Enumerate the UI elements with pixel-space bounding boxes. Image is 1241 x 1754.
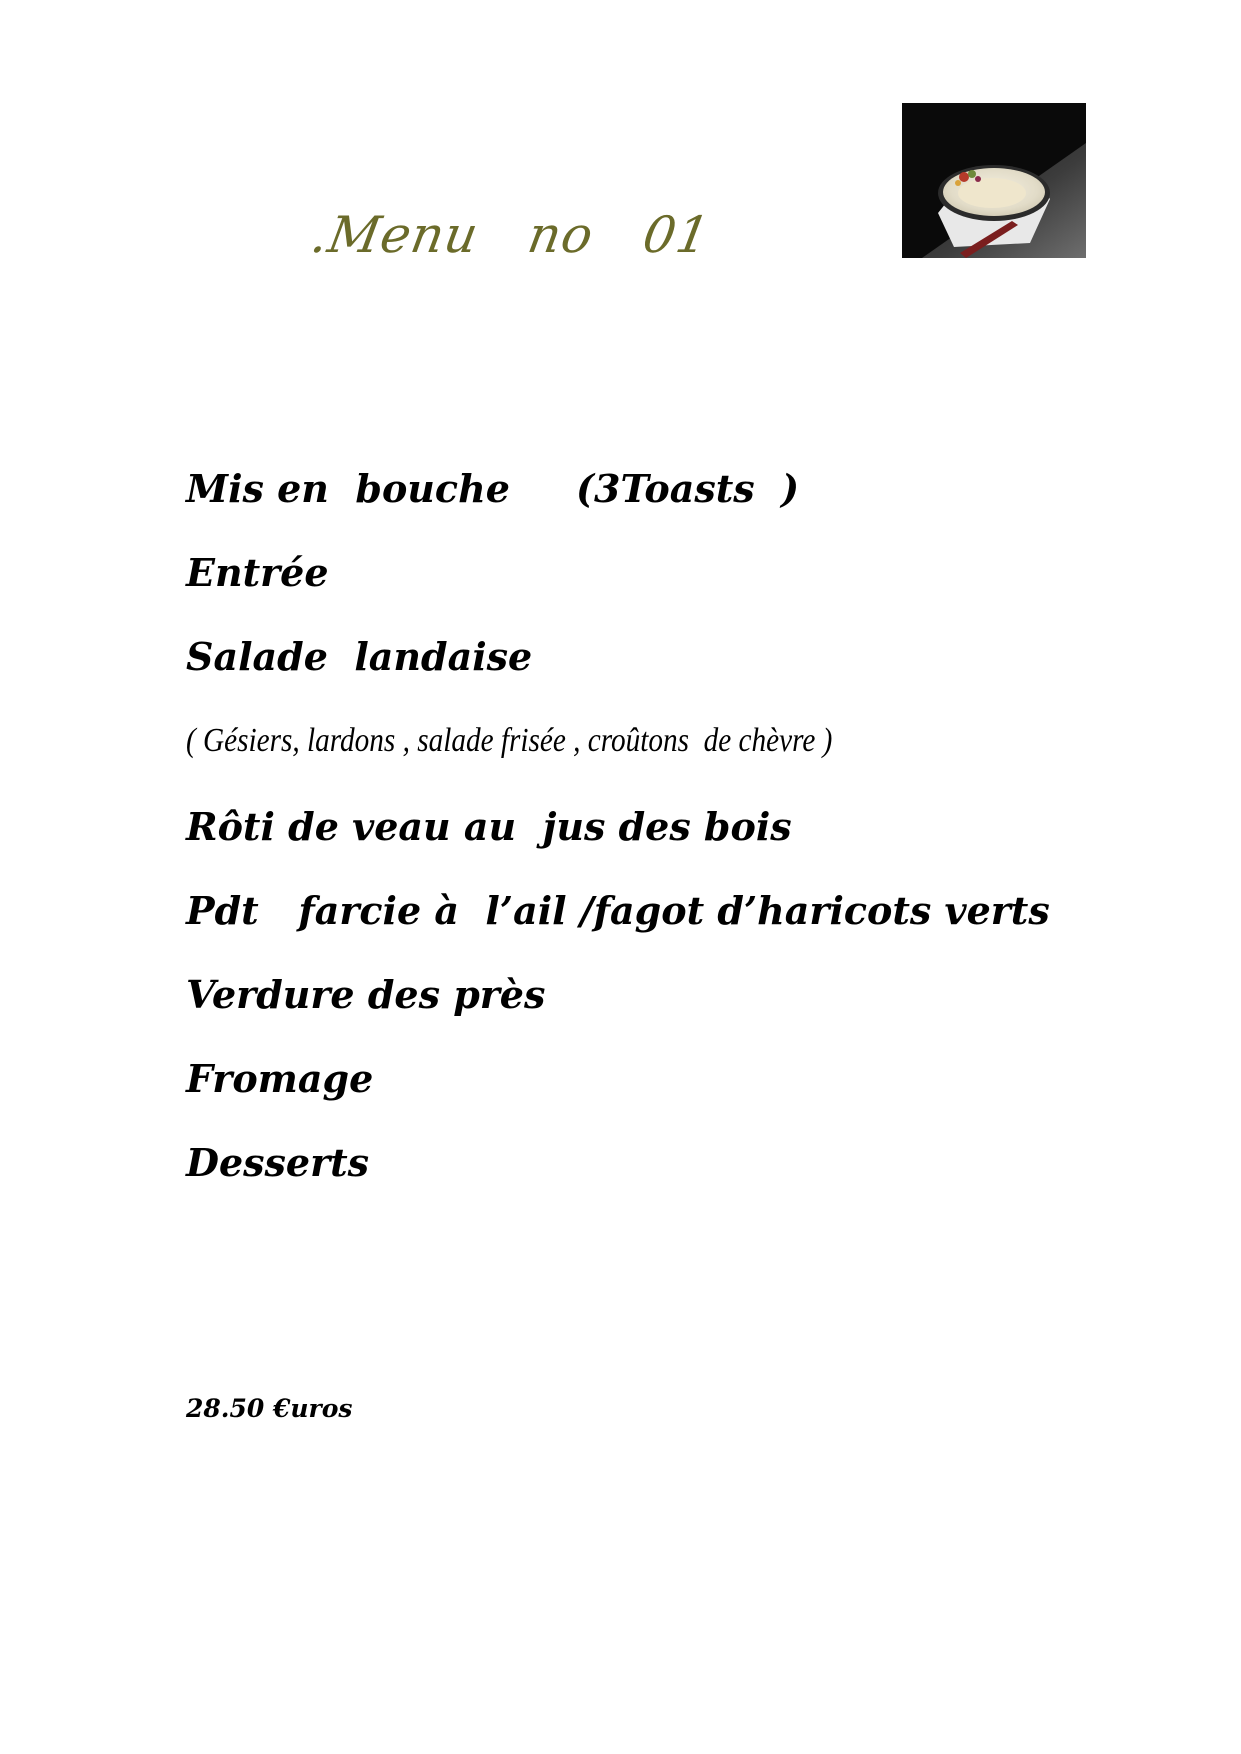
menu-price: 28.50 €uros	[186, 1394, 353, 1423]
menu-item-amuse-bouche: Mis en bouche (3Toasts )	[186, 466, 800, 511]
menu-title: .Menu no 01	[306, 206, 715, 264]
menu-item-entree: Entrée	[186, 550, 329, 595]
menu-item-desserts: Desserts	[186, 1140, 370, 1185]
menu-item-accompagnement: Pdt farcie à l’ail /fagot d’haricots verts	[186, 888, 1050, 933]
menu-item-roti: Rôti de veau au jus des bois	[186, 804, 792, 849]
menu-item-verdure: Verdure des près	[186, 972, 546, 1017]
menu-item-salade-details: ( Gésiers, lardons , salade frisée , croûtons de chèvre )	[186, 722, 833, 759]
dish-photo	[902, 103, 1086, 258]
menu-item-salade: Salade landaise	[186, 634, 533, 679]
menu-item-fromage: Fromage	[186, 1056, 374, 1101]
